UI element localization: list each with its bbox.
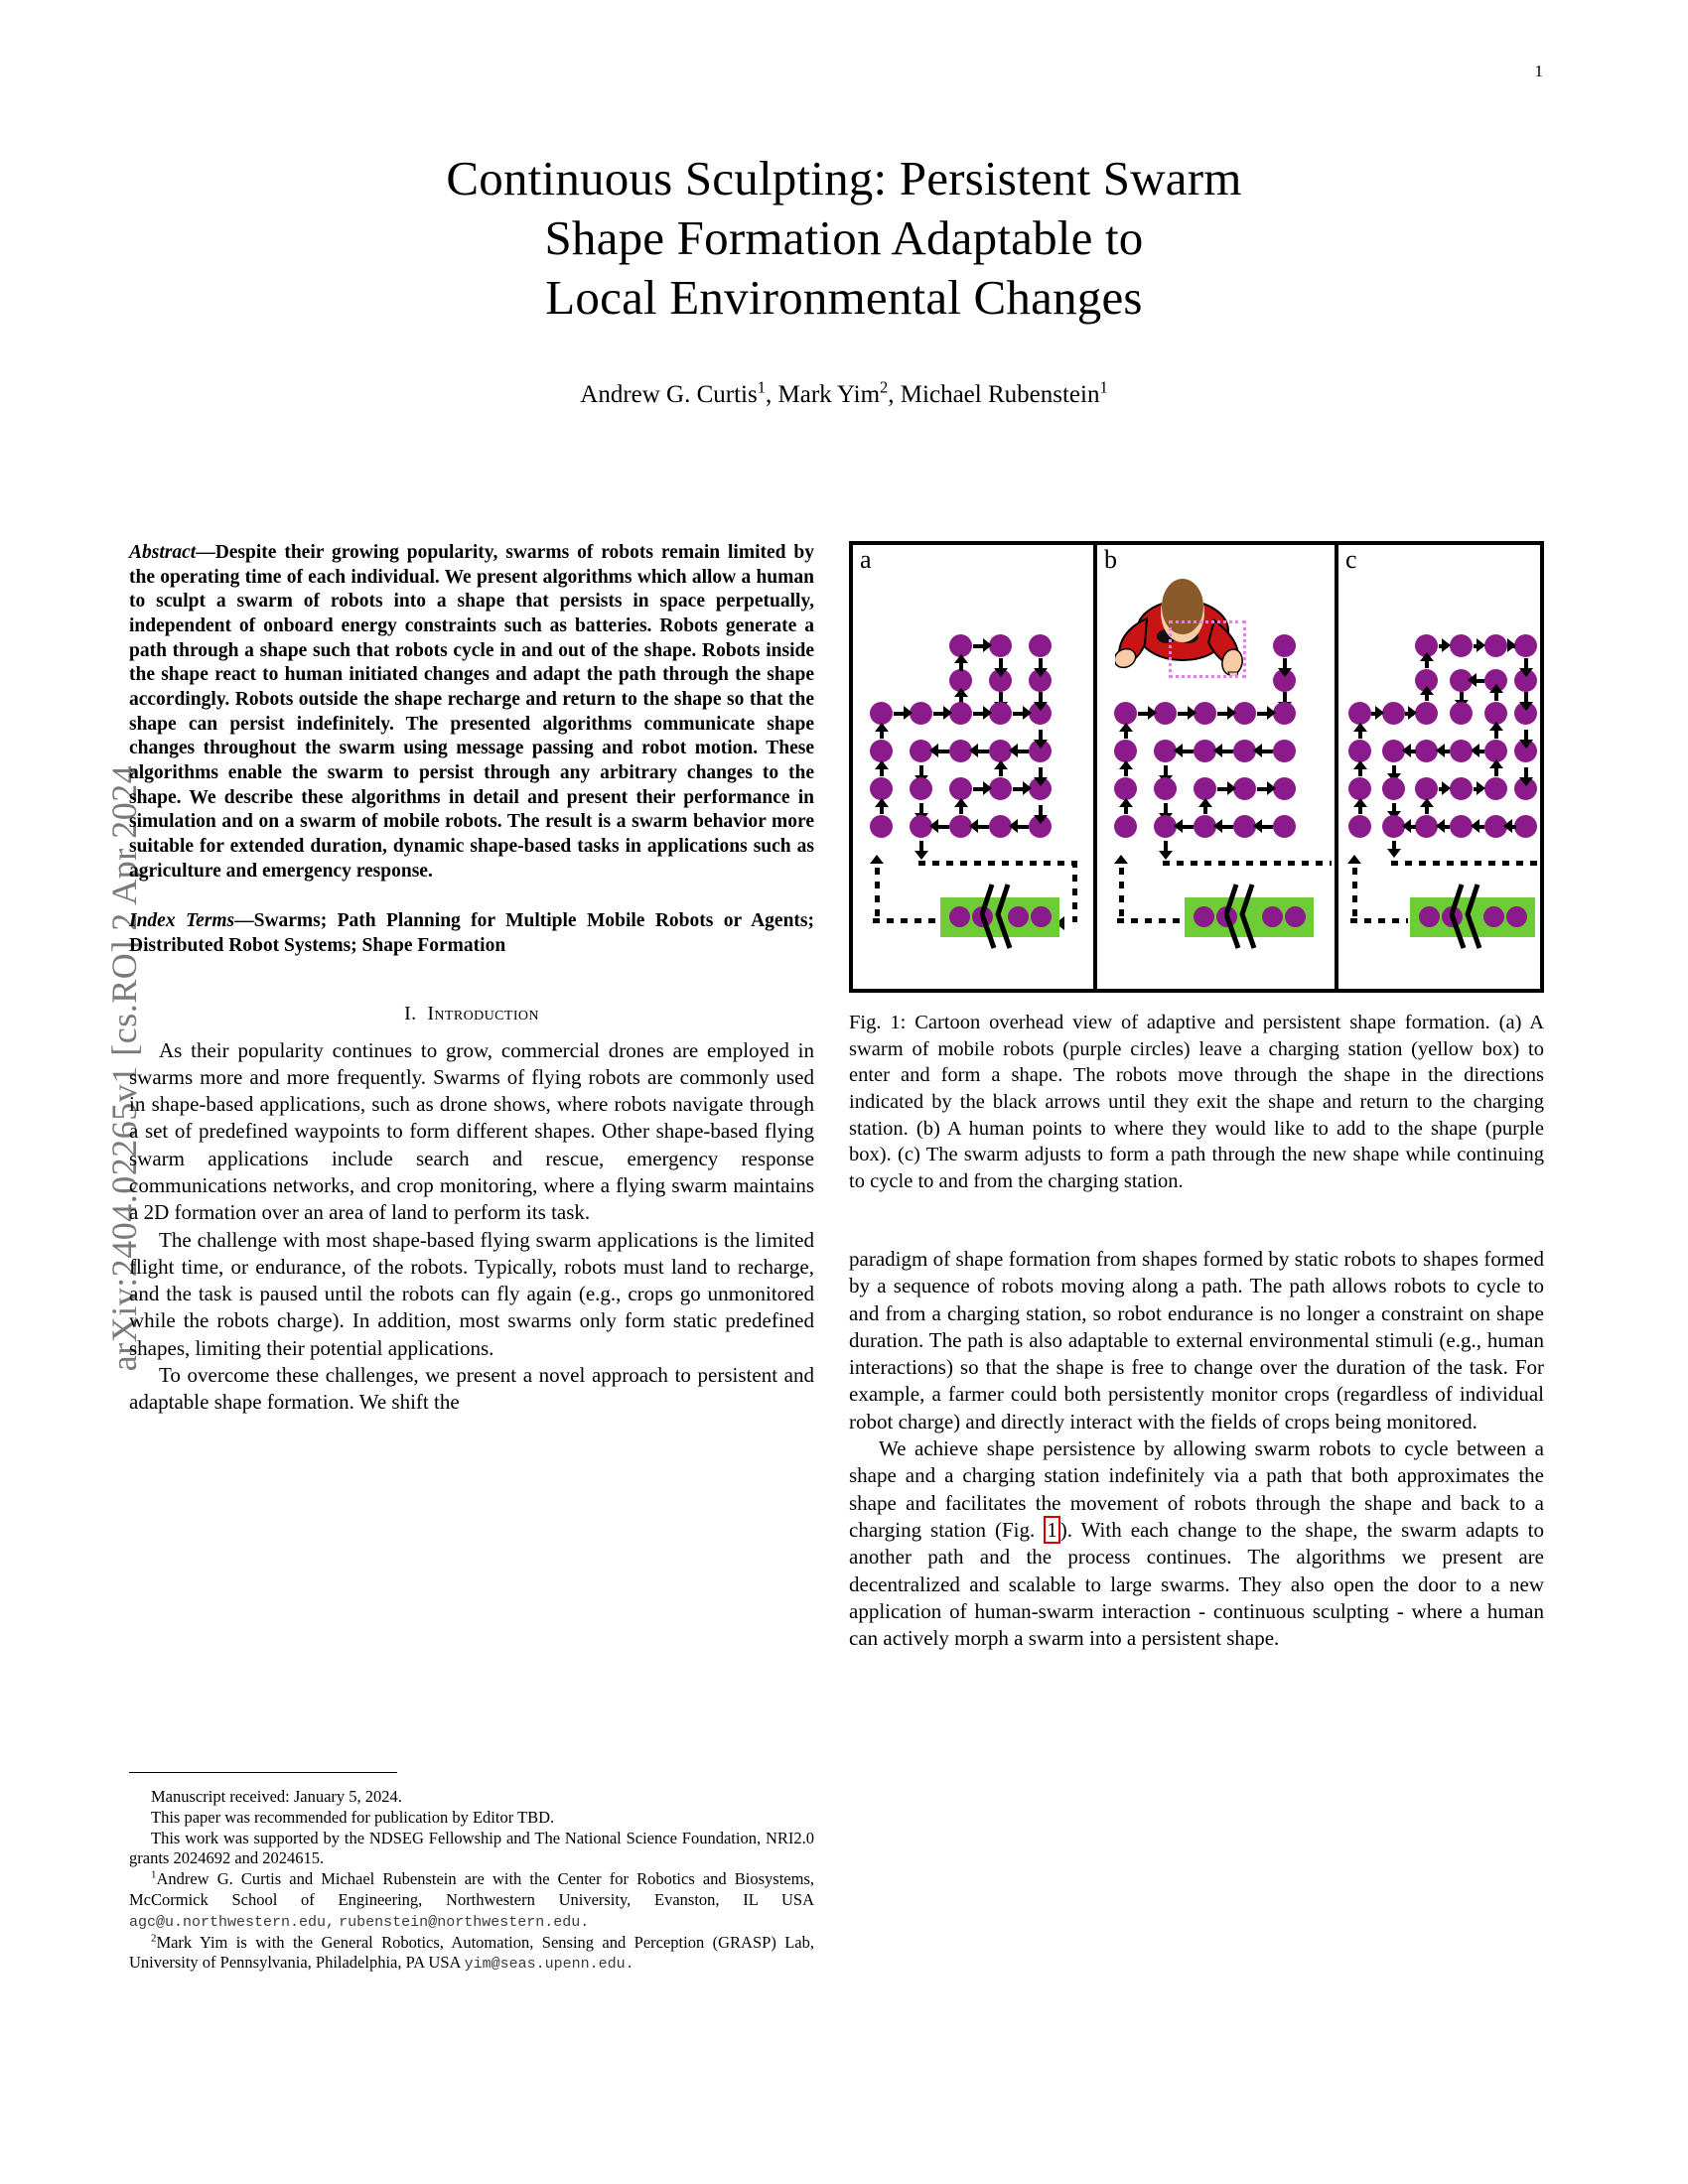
arrow-head-right [1507,638,1516,652]
arrow-down [1524,692,1528,702]
section-number: I. [404,1002,417,1024]
author-2-affil-marker: 2 [880,377,889,397]
robot [1233,777,1256,800]
robot [1348,815,1371,838]
footnote-divider [129,1772,397,1773]
left-column [129,541,814,1417]
arrow-head-right [1023,781,1032,795]
robot [949,777,972,800]
arrow-head-up [1353,798,1367,807]
figure-1 [849,541,1544,1194]
arrow-head-left [1436,819,1445,833]
robot [1154,777,1177,800]
footnote-2-marker: 2 [151,1932,157,1945]
footnote-2-text: Mark Yim is with the General Robotics, Automation, Sensing and Perception (GRASP) Lab, University of Pennsylvania, Philadelphia, PA USA [129,1932,814,1973]
arrow-head-right [904,706,913,720]
arrow-head-up [870,855,884,864]
robot [1348,740,1371,762]
arrow-head-right [1477,781,1485,795]
arrow-left [977,750,989,753]
arrow-head-down [1034,702,1048,711]
arrow-head-left [1503,819,1512,833]
arrow-head-up [994,760,1008,769]
arrow-head-right [1375,706,1384,720]
arrow-head-left [1253,819,1262,833]
robot [1382,777,1405,800]
author-3-affil-marker: 1 [1099,377,1108,397]
arrow-head-down [1519,668,1533,677]
title-block [149,149,1539,409]
robot [1415,815,1438,838]
robot [1450,815,1473,838]
author-2-name: Mark Yim [777,381,881,409]
title-line-2: Shape Formation Adaptable to [544,209,1144,265]
arrow-head-left [1009,744,1018,757]
arrow-head-left [1471,744,1479,757]
arrow-head-left [1402,819,1411,833]
author-sep-2: , [888,381,901,409]
arrow-head-right [983,781,992,795]
robot [1194,702,1216,725]
robot [1382,702,1405,725]
robot [1484,634,1507,657]
arrow-head-left [1471,819,1479,833]
arrow-left [937,825,949,829]
arrow-head-right [1408,706,1417,720]
arrow-head-left [1009,819,1018,833]
robot [910,777,932,800]
robot [989,634,1012,657]
arrow-head-left [1436,744,1445,757]
robot [1415,777,1438,800]
footnote-recommended-by: This paper was recommended for publication by Editor TBD. [151,1807,555,1827]
dashed-exit-path [1352,868,1357,919]
robot [1450,740,1473,762]
arrow-left [1476,679,1484,683]
arrow-head-up [1489,722,1503,731]
arrow-head-down [994,668,1008,677]
arrow-head-up [1353,723,1367,732]
robot [1415,740,1438,762]
arrow-head-left [1174,744,1183,757]
arrow-down [1524,767,1528,777]
robot [1114,740,1137,762]
robot [870,815,893,838]
arrow-head-down [914,851,928,860]
right-paragraph-2-tail: ). With each change to the shape, the swarm adapts to another path and the process continues. The algorithms we present are decentralized and scalable to large swarms. They also open the door to a new application of human-swarm interaction - continuous sculpting - where a human can actively morph a swarm into a persistent shape. [849,1517,1545,1651]
footnote-1-email-2[interactable]: rubenstein@northwestern.edu. [339,1913,590,1931]
arrow-head-up [1489,684,1503,693]
arrow-head-right [1477,638,1485,652]
robot-in-station [1506,906,1527,927]
dashed-return-path [1072,861,1077,922]
robot [1450,777,1473,800]
dashed-exit-path [1350,918,1408,923]
arrow-head-down [1159,851,1173,860]
index-terms-text: Swarms; Path Planning for Multiple Mobile Robots or Agents; Distributed Robot Systems; Shape Formation [129,910,814,956]
arrow-head-up [1420,652,1434,661]
arrow-head-up [875,760,889,769]
section-title: Introduction [427,1002,539,1024]
arrow-head-right [1442,781,1451,795]
arrow-head-down [1278,668,1292,677]
figure-caption-text: Cartoon overhead view of adaptive and persistent shape formation. (a) A swarm of mobile robots (purple circles) leave a charging station (yellow box) to enter and form a shape. The robots move through the shape in the directions indicated by the black arrows until they exit the shape and return to the charging station. (b) A human points to where they would like to add to the shape (purple box). (c) The swarm adjusts to form a path through the new shape while continuing to cycle to and from the charging station. [849,1012,1545,1192]
panel-b-label: b [1104,545,1117,574]
arrow-head-up [1198,798,1212,807]
robot-in-station [1031,906,1052,927]
robot [1273,634,1296,657]
station-break-mark [980,883,1024,954]
arrow-head-right [1023,706,1032,720]
arrow-left [1261,825,1273,829]
arrow-down [1524,730,1528,740]
station-break-mark [1224,883,1268,954]
footnote-2-email[interactable]: yim@seas.upenn.edu. [464,1956,634,1974]
arrow-left [937,750,949,753]
robot [1273,702,1296,725]
right-paragraph-2-head: We achieve shape persistence by allowing swarm robots to cycle between a shape and a charging station indefinitely via a path that both approximates the shape and facilitates the movement of robots through the shape and back to a charging station (Fig. [849,1436,1544,1542]
robot [989,702,1012,725]
figure-panel-a [853,545,1090,989]
intro-paragraph-2: The challenge with most shape-based flying swarm applications is the limited flight time, or endurance, of the robots. Typically, robots must land to recharge, and the task is paused until the robots can fly again (e.g., crops go unmonitored while the robots charge). In addition, most swarms only form static predefined shapes, limiting their potential applications. [129,1227,814,1360]
arrow-left [1261,750,1273,753]
arrow-head-down [1034,740,1048,749]
arrow-head-down [1034,815,1048,824]
arrow-head-left [1253,744,1262,757]
figure-panel-c [1335,545,1544,989]
robot-in-station [1419,906,1440,927]
page-number: 1 [1534,62,1543,80]
arrow-head-right [1267,781,1276,795]
intro-paragraph-3: To overcome these challenges, we present a novel approach to persistent and adaptable shape formation. We shift the [129,1363,814,1415]
robot [870,702,893,725]
arrow-head-right [1227,781,1236,795]
robot [1514,634,1537,657]
arrow-head-right [983,706,992,720]
dashed-return-path [1391,861,1540,866]
robot [1273,777,1296,800]
robot [1273,815,1296,838]
arrow-left [977,825,989,829]
robot [1029,634,1052,657]
robot [949,702,972,725]
arrow-head-left [969,819,978,833]
robot-in-station [1285,906,1306,927]
dashed-exit-path [875,868,880,919]
dashed-exit-path [1117,918,1183,923]
footnotes-block [129,1787,814,1975]
station-break-mark [1450,883,1493,954]
page-title [149,149,1539,327]
robot [1273,740,1296,762]
arrow-left [1017,750,1029,753]
arrow-head-right [943,706,952,720]
title-line-1: Continuous Sculpting: Persistent Swarm [446,151,1242,205]
arrow-head-right [1227,706,1236,720]
arrow-head-up [954,688,968,697]
dashed-return-path [918,861,1077,866]
arrow-head-down [1034,777,1048,786]
robot [870,777,893,800]
robot [1450,634,1473,657]
arrow-head-right [1148,706,1157,720]
arrow-head-up [954,654,968,663]
arrow-head-up [954,798,968,807]
arrow-head-left [1468,673,1477,687]
author-1-affil-marker: 1 [757,377,766,397]
arrow-head-left [1213,819,1222,833]
arrow-head-up [1119,723,1133,732]
arrow-down [1524,658,1528,668]
arrow-head-up [1119,760,1133,769]
figure-panel-b [1093,545,1335,989]
footnote-1-marker: 1 [151,1868,157,1881]
robot [1114,777,1137,800]
panel-c-label: c [1345,545,1357,574]
dashed-exit-path [873,918,938,923]
robot [1415,702,1438,725]
footnote-affiliation-2 [129,1933,814,1976]
figure-1-frame [849,541,1544,993]
arrow-head-left [929,819,938,833]
title-line-3: Local Environmental Changes [545,269,1143,325]
dashed-return-path [1163,861,1332,866]
footnote-manuscript-received: Manuscript received: January 5, 2024. [151,1787,402,1806]
author-line [149,377,1539,409]
index-terms-label: Index Terms [129,910,235,932]
arrow-head-up [1119,798,1133,807]
abstract-dash: — [196,542,215,563]
abstract-paragraph [129,541,814,884]
arrow-head-down [1519,777,1533,786]
arrow-left [1017,825,1029,829]
robot [1114,815,1137,838]
proposed-shape-highlight-box [1169,620,1246,678]
right-paragraph-1: paradigm of shape formation from shapes formed by static robots to shapes formed by a sequence of robots moving along a path. The path allows robots to cycle to and from a charging station, so robot endurance is no longer a constraint on shape duration. The path is also adaptable to external environmental stimuli (e.g., human interactions) so that the shape is free to change over the duration of the task. For example, a farmer could both persistently monitor crops (regardless of individual robot charge) and directly interact with the fields of crops being monitored. [849,1247,1544,1433]
arrow-head-up [1114,855,1128,864]
robot [1154,702,1177,725]
arrow-left [1182,750,1194,753]
robot [1450,702,1473,725]
robot [989,777,1012,800]
abstract-label: Abstract [129,542,197,563]
arrow-head-up [875,723,889,732]
figure-reference-link[interactable]: 1 [1044,1516,1060,1544]
figure-caption-prefix: Fig. 1: [849,1012,907,1033]
robot [870,740,893,762]
footnote-funding: This work was supported by the NDSEG Fellowship and The National Science Foundation, NRI2.0 grants 2024692 and 2024615. [129,1828,814,1868]
robot [1514,815,1537,838]
arrow-head-down [1034,668,1048,677]
arrow-left [1221,750,1233,753]
index-terms-dash: — [234,910,254,932]
right-column [849,1246,1544,1652]
footnote-1-email-1[interactable]: agc@u.northwestern.edu, [129,1913,336,1931]
arrow-left [1221,825,1233,829]
arrow-head-up [1489,759,1503,768]
arrow-head-down [1519,702,1533,711]
robot-in-station [949,906,970,927]
robot [1348,702,1371,725]
footnote-affiliation-1 [129,1869,814,1932]
arrow-head-left [929,744,938,757]
footnote-1-text: Andrew G. Curtis and Michael Rubenstein are with the Center for Robotics and Biosystems, McCormick School of Engineering, Northwestern University, Evanston, IL USA [129,1869,814,1909]
arrow-head-left [1402,744,1411,757]
arxiv-stamp: arXiv:2404.02265v1 [cs.RO] 2 Apr 2024 [104,764,144,1372]
arrow-head-right [1188,706,1196,720]
figure-1-caption [849,1010,1544,1194]
arrow-head-up [875,798,889,807]
arrow-head-right [1442,638,1451,652]
robot [1348,777,1371,800]
intro-paragraph-1: As their popularity continues to grow, commercial drones are employed in swarms more and more frequently. Swarms of flying robots are commonly used in shape-based applications, such as drone shows, where robots navigate through a set of predefined waypoints to form different shapes. Other shape-based flying swarm applications include search and rescue, emergency response communications networks, and crop monitoring, where a flying swarm maintains a 2D formation over an area of land to perform its task. [129,1037,814,1225]
arrow-head-up [1353,760,1367,769]
arrow-head-left [969,744,978,757]
panel-a-label: a [860,545,872,574]
author-sep-1: , [766,381,778,409]
robot [1194,777,1216,800]
arrow-head-right [1267,706,1276,720]
index-terms-paragraph [129,909,814,958]
abstract-text: Despite their growing popularity, swarms of robots remain limited by the operating time of each individual. We present algorithms which allow a human to sculpt a swarm of robots into a shape that persists in space perpetually, independent of onboard energy constraints such as batteries. Robots generate a path through a shape such that robots cycle in and out of the shape. Robots inside the shape react to human initiated changes and adapt the path through the shape accordingly. Robots outside the shape recharge and return to the shape so that the shape can persist indefinitely. The presented algorithms communicate shape changes throughout the swarm using message passing and robot motion. These algorithms enable the swarm to persist through any arbitrary changes to the shape. We describe these algorithms in detail and present their performance in simulation and on a swarm of mobile robots. The result is a swarm behavior more suitable for extended duration, dynamic shape-based tasks in applications such as agriculture and emergency response. [129,542,814,882]
arrow-left [1182,825,1194,829]
robot-in-station [1194,906,1214,927]
section-heading-introduction [129,1003,814,1025]
robot [910,702,932,725]
arrow-head-down [1387,849,1401,858]
arrow-head-up [1420,798,1434,807]
robot [1114,702,1137,725]
author-3-name: Michael Rubenstein [900,381,1100,409]
author-1-name: Andrew G. Curtis [580,381,758,409]
dashed-exit-path [1119,868,1124,919]
arrow-head-up [1347,855,1361,864]
arrow-head-left [1213,744,1222,757]
arrow-head-right [983,638,992,652]
right-paragraph-2 [849,1435,1544,1652]
arrow-head-down [1519,740,1533,749]
arrow-head-up [1420,686,1434,695]
robot [1233,702,1256,725]
robot [1484,777,1507,800]
arrow-head-left [1174,819,1183,833]
